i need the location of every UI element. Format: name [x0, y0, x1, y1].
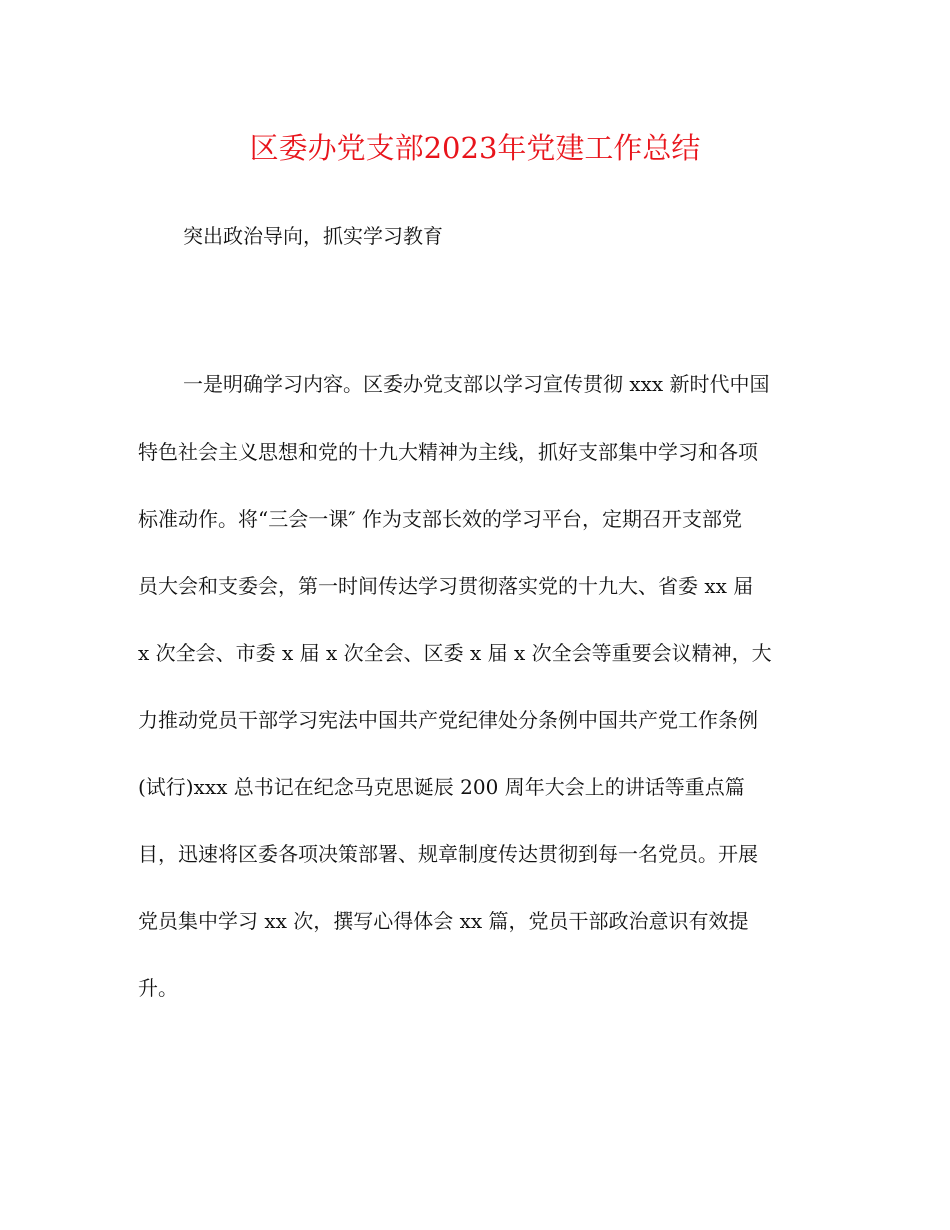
paragraph-line: 一是明确学习内容。区委办党支部以学习宣传贯彻 xxx 新时代中国 — [183, 372, 770, 396]
paragraph-line: 特色社会主义思想和党的十九大精神为主线，抓好支部集中学习和各项 — [138, 440, 758, 464]
paragraph-line: 标准动作。将“三会一课″ 作为支部长效的学习平台，定期召开支部党 — [138, 507, 743, 531]
paragraph-line: 员大会和支委会，第一时间传达学习贯彻落实党的十九大、省委 xx 届 — [138, 574, 754, 598]
paragraph-line: 力推动党员干部学习宪法中国共产党纪律处分条例中国共产党工作条例 — [138, 708, 758, 732]
paragraph-line: 目，迅速将区委各项决策部署、规章制度传达贯彻到每一名党员。开展 — [138, 842, 758, 866]
paragraph-line: 党员集中学习 xx 次，撰写心得体会 xx 篇，党员干部政治意识有效提 — [138, 909, 749, 933]
document-title: 区委办党支部2023年党建工作总结 — [249, 131, 701, 165]
paragraph-line: (试行)xxx 总书记在纪念马克思诞辰 200 周年大会上的讲话等重点篇 — [138, 775, 745, 799]
section-heading: 突出政治导向，抓实学习教育 — [183, 224, 443, 248]
paragraph-line: x 次全会、市委 x 届 x 次全会、区委 x 届 x 次全会等重要会议精神，大 — [138, 641, 772, 665]
paragraph-line: 升。 — [138, 976, 178, 1000]
